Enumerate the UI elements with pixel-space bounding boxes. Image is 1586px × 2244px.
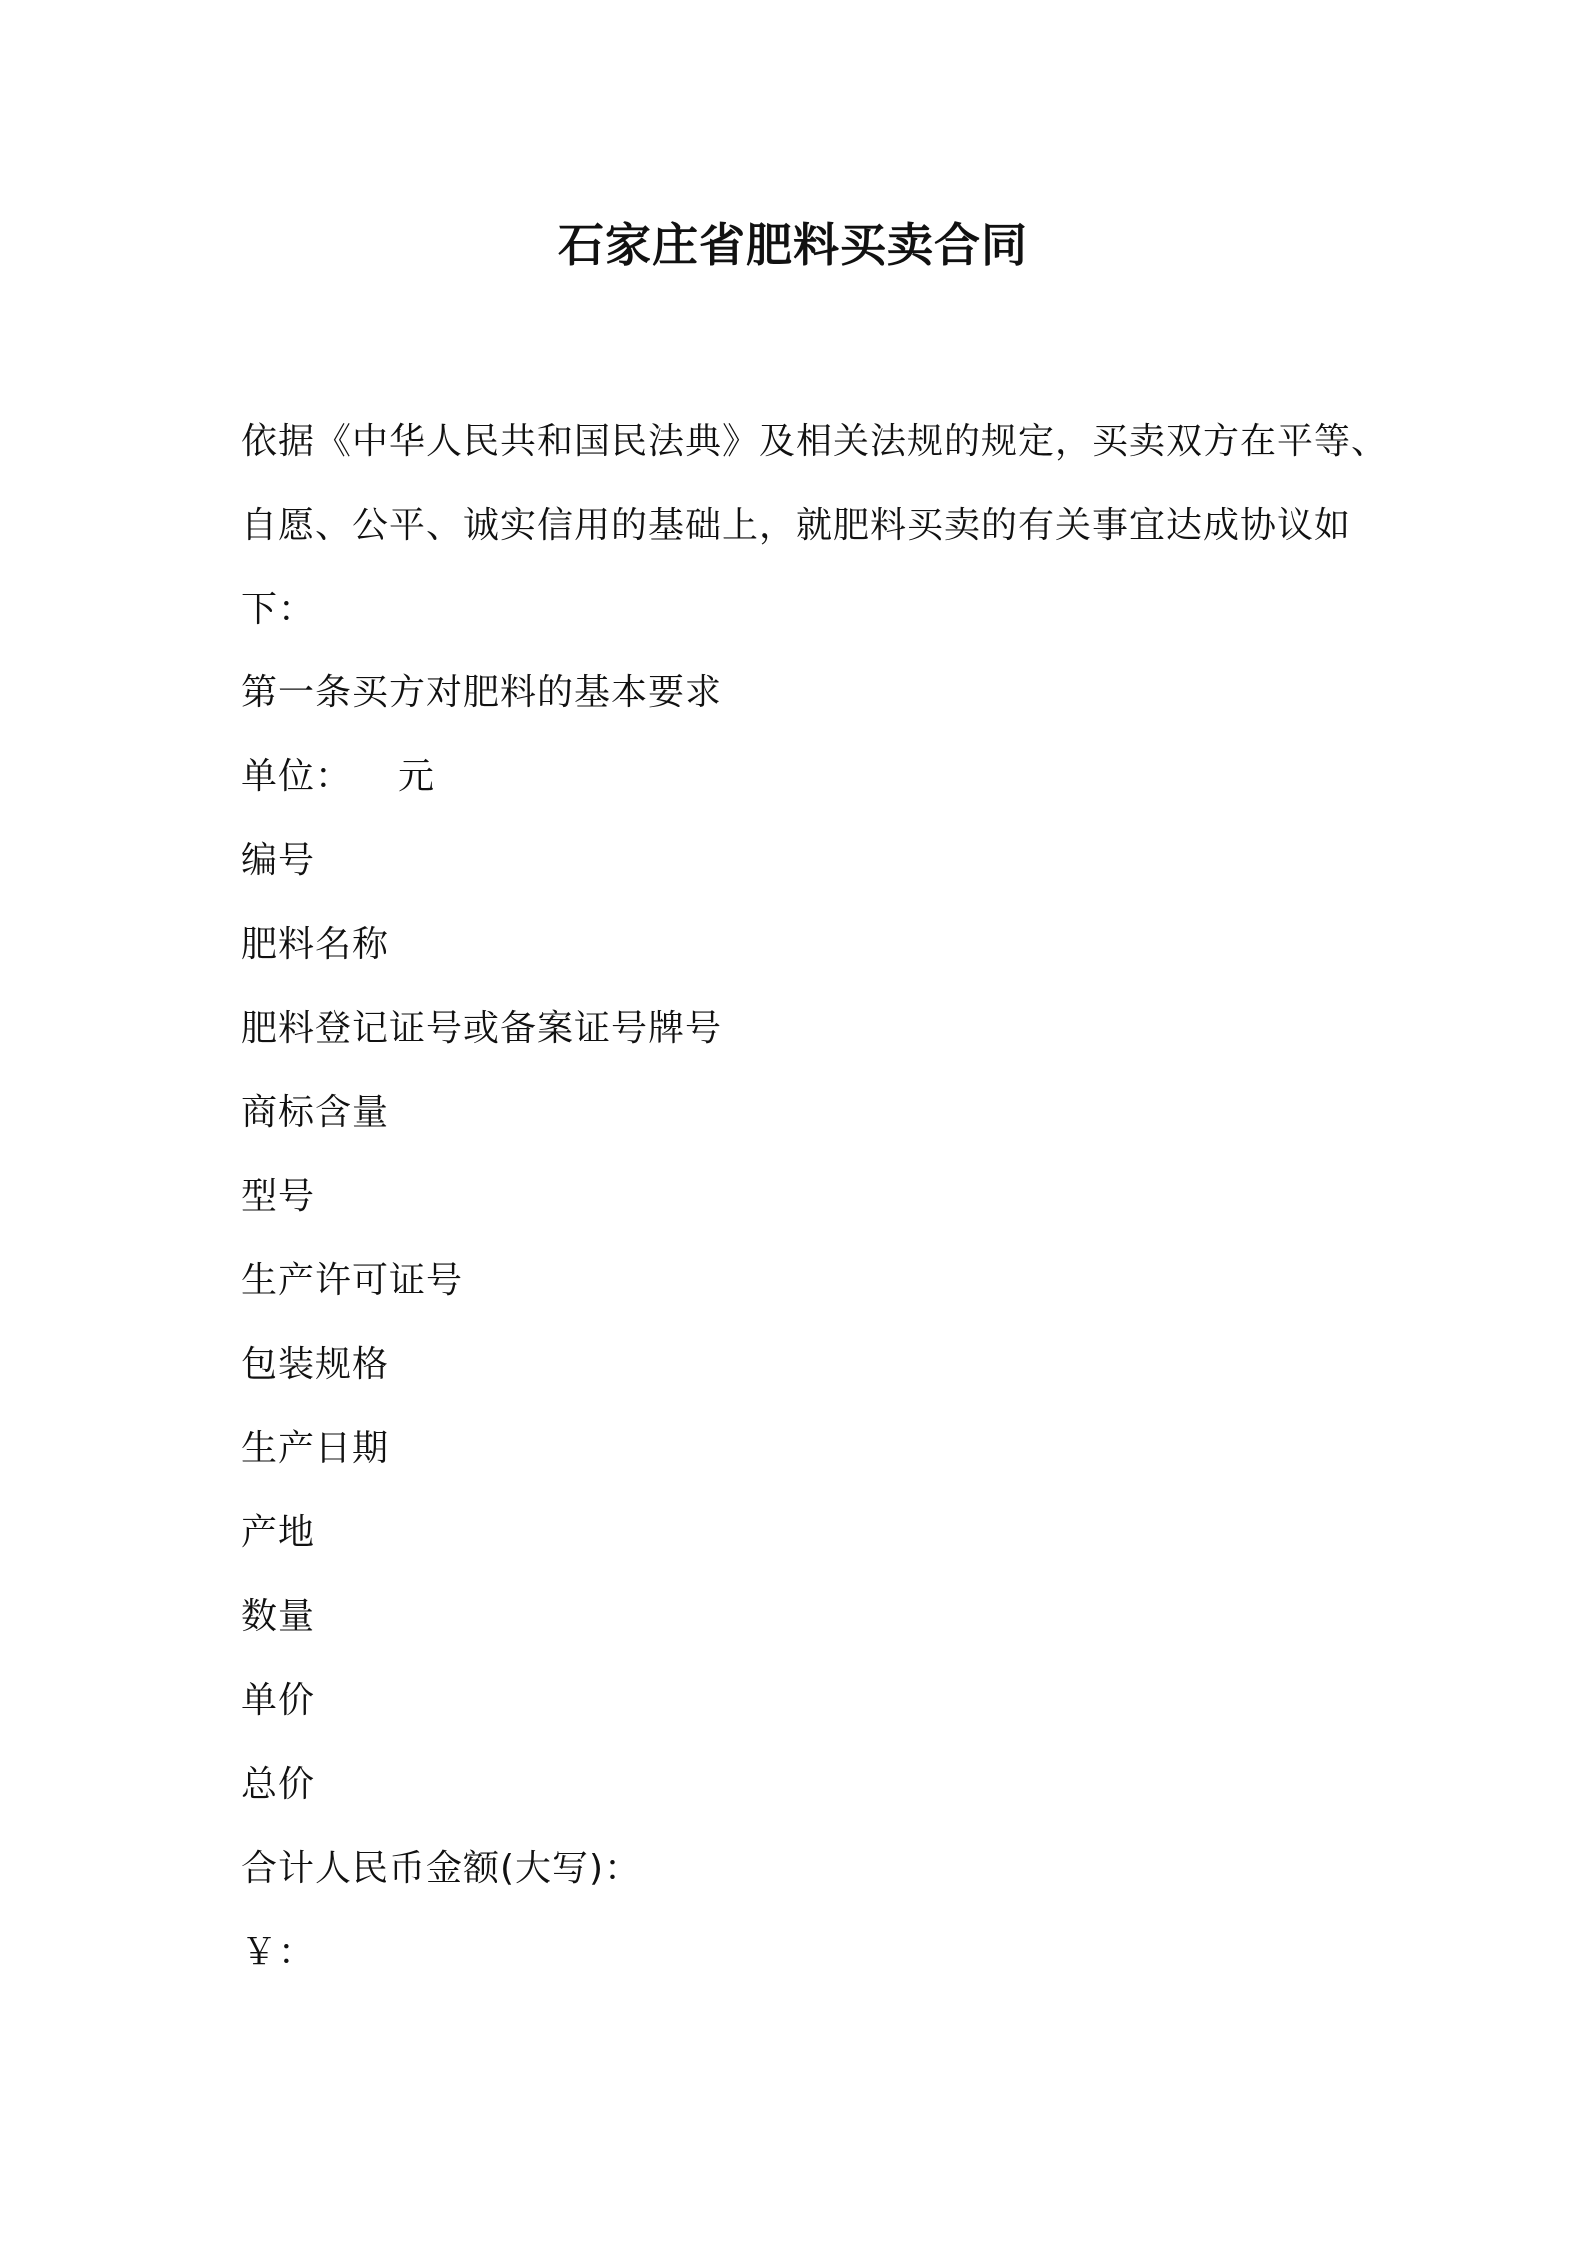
intro-paragraph [241, 400, 1389, 652]
field-trademark-content: 商标含量 [241, 1092, 390, 1133]
field-registration-number: 肥料登记证号或备案证号牌号 [241, 1008, 723, 1049]
intro-line-2: 自愿、公平、诚实信用的基础上，就肥料买卖的有关事宜达成协议如 [241, 505, 1352, 546]
field-total-rmb-uppercase: 合计人民币金额(大写)： [241, 1848, 642, 1889]
field-yuan-amount: ￥： [241, 1932, 316, 1973]
unit-line [241, 735, 1341, 819]
field-production-date: 生产日期 [241, 1428, 390, 1469]
field-production-license: 生产许可证号 [241, 1260, 464, 1301]
document-title: 石家庄省肥料买卖合同 [558, 218, 1028, 272]
field-unit-price: 单价 [241, 1680, 316, 1721]
section-title: 第一条买方对肥料的基本要求 [241, 672, 723, 713]
field-total-price: 总价 [241, 1764, 316, 1805]
field-number: 编号 [241, 840, 316, 881]
unit-value: 元 [398, 756, 436, 797]
field-fertilizer-name: 肥料名称 [241, 924, 390, 965]
field-package-spec: 包装规格 [241, 1344, 390, 1385]
intro-line-3: 下： [241, 589, 316, 630]
field-model: 型号 [241, 1176, 316, 1217]
contract-items [241, 651, 1341, 1995]
field-quantity: 数量 [241, 1596, 316, 1637]
intro-line-1: 依据《中华人民共和国民法典》及相关法规的规定，买卖双方在平等、 [241, 421, 1389, 462]
unit-label: 单位： [241, 756, 353, 797]
field-origin: 产地 [241, 1512, 316, 1553]
